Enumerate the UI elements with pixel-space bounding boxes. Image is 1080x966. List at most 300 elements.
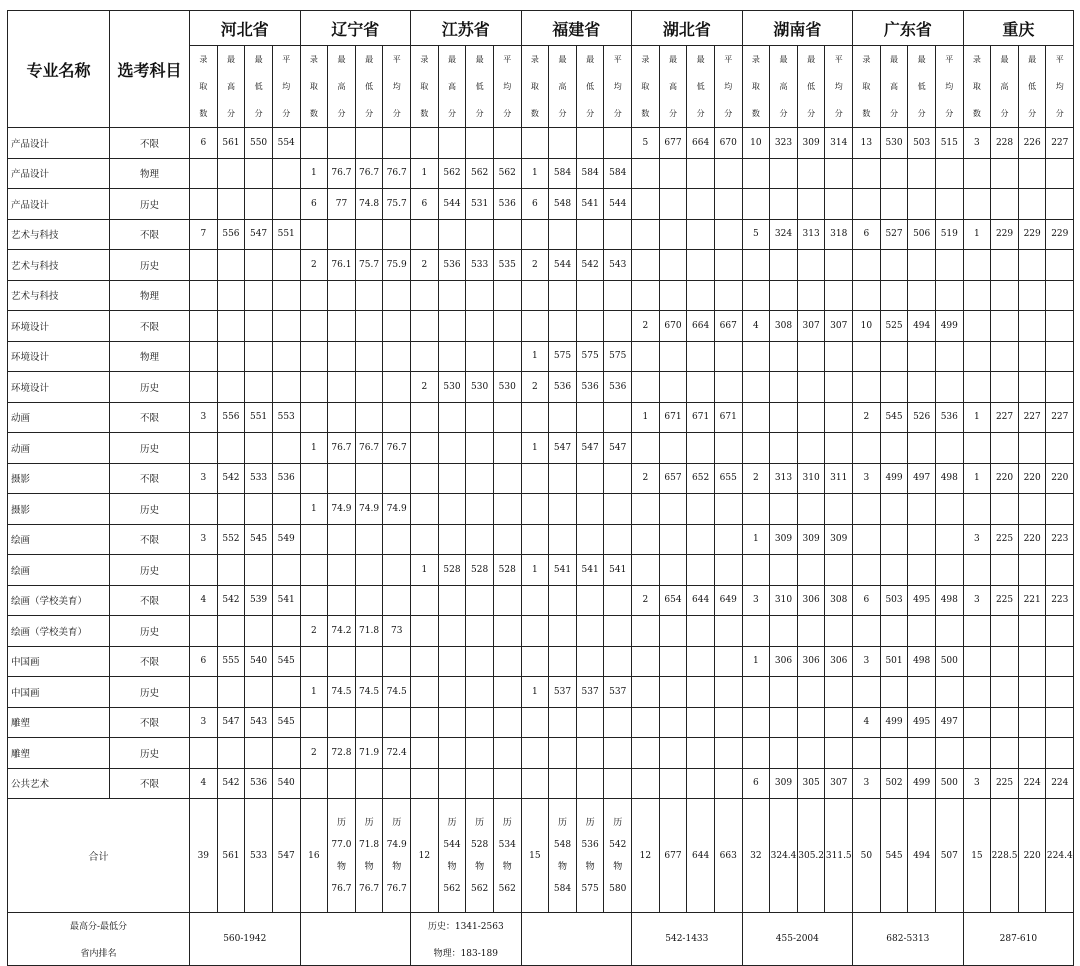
score-cell: [604, 280, 632, 311]
score-cell: 548: [549, 189, 577, 220]
score-cell: 76.1: [328, 250, 356, 281]
score-cell: [908, 738, 936, 769]
score-cell: 2: [521, 372, 549, 403]
table-row: [8, 158, 1074, 189]
score-cell: 74.9: [355, 494, 383, 525]
score-cell: [1046, 158, 1074, 189]
score-cell: [687, 158, 715, 189]
score-cell: [880, 158, 908, 189]
score-cell: [190, 250, 218, 281]
score-cell: [880, 494, 908, 525]
score-cell: [604, 128, 632, 159]
score-cell: 545: [245, 524, 273, 555]
score-cell: [217, 677, 245, 708]
score-cell: [549, 402, 577, 433]
score-cell: [908, 158, 936, 189]
stacked-char: 数: [530, 109, 539, 118]
stacked-char: 历: [475, 817, 485, 828]
score-cell: 226: [1018, 128, 1046, 159]
stacked-char: 均: [1055, 82, 1064, 91]
score-cell: 74.8: [355, 189, 383, 220]
score-cell: 4: [190, 585, 218, 616]
total-cell: 50: [853, 799, 881, 913]
score-cell: [466, 280, 494, 311]
subject-req: 物理: [110, 158, 190, 189]
score-cell: [493, 494, 521, 525]
score-cell: 313: [770, 463, 798, 494]
score-cell: [797, 372, 825, 403]
table-row: [8, 677, 1074, 708]
total-cell: 15: [521, 799, 549, 913]
stacked-char: 最: [337, 55, 346, 64]
score-cell: [300, 128, 328, 159]
score-cell: [272, 250, 300, 281]
score-cell: 503: [880, 585, 908, 616]
score-cell: 506: [908, 219, 936, 250]
stacked-char: 录: [641, 55, 650, 64]
score-cell: [217, 311, 245, 342]
score-cell: [825, 738, 853, 769]
score-cell: [742, 372, 770, 403]
score-cell: [825, 616, 853, 647]
metric-header: [991, 46, 1019, 128]
score-cell: 536: [549, 372, 577, 403]
metric-header: [272, 46, 300, 128]
score-cell: [245, 433, 273, 464]
major-name: 产品设计: [8, 128, 110, 159]
score-cell: [632, 433, 660, 464]
score-cell: [438, 616, 466, 647]
score-cell: 1: [521, 555, 549, 586]
score-cell: 654: [659, 585, 687, 616]
subject-req: 不限: [110, 463, 190, 494]
stacked-char: 历: [447, 817, 457, 828]
score-cell: [521, 128, 549, 159]
score-cell: [604, 616, 632, 647]
score-cell: [797, 494, 825, 525]
score-cell: [1018, 677, 1046, 708]
metric-header: [935, 46, 963, 128]
score-cell: [576, 585, 604, 616]
subject-req: 不限: [110, 524, 190, 555]
score-cell: [853, 280, 881, 311]
score-cell: [770, 555, 798, 586]
stacked-char: 分: [447, 109, 456, 118]
score-cell: [1046, 433, 1074, 464]
subject-req: 历史: [110, 616, 190, 647]
score-cell: [963, 433, 991, 464]
stacked-char: 低: [475, 82, 484, 91]
score-cell: [880, 189, 908, 220]
score-cell: [797, 341, 825, 372]
score-cell: 500: [935, 646, 963, 677]
score-cell: [825, 433, 853, 464]
table-row: [8, 341, 1074, 372]
table-row: [8, 585, 1074, 616]
score-cell: [687, 494, 715, 525]
total-cell: [383, 799, 411, 913]
score-cell: 541: [272, 585, 300, 616]
score-cell: 2: [300, 616, 328, 647]
score-cell: 553: [272, 402, 300, 433]
score-cell: 502: [880, 768, 908, 799]
score-cell: [411, 219, 439, 250]
score-cell: [908, 494, 936, 525]
score-cell: [742, 677, 770, 708]
score-cell: [687, 738, 715, 769]
score-cell: [466, 707, 494, 738]
score-cell: [963, 677, 991, 708]
province-header: 重庆: [963, 11, 1074, 46]
score-cell: [245, 738, 273, 769]
score-cell: [272, 738, 300, 769]
score-cell: 495: [908, 585, 936, 616]
score-cell: [355, 585, 383, 616]
score-cell: [853, 555, 881, 586]
score-cell: [521, 311, 549, 342]
score-cell: 536: [245, 768, 273, 799]
score-cell: [411, 128, 439, 159]
score-cell: [963, 341, 991, 372]
score-cell: 311: [825, 463, 853, 494]
score-cell: [466, 646, 494, 677]
score-cell: [687, 372, 715, 403]
major-header: 专业名称: [8, 11, 110, 128]
score-cell: [797, 738, 825, 769]
score-cell: 552: [217, 524, 245, 555]
score-cell: [714, 280, 742, 311]
stacked-char: 575: [581, 883, 599, 894]
score-cell: [300, 372, 328, 403]
metric-header: [438, 46, 466, 128]
metric-header: [217, 46, 245, 128]
score-cell: 499: [935, 311, 963, 342]
score-cell: 6: [742, 768, 770, 799]
score-cell: [880, 524, 908, 555]
score-cell: 309: [825, 524, 853, 555]
score-cell: 671: [659, 402, 687, 433]
score-cell: 530: [466, 372, 494, 403]
score-cell: [328, 341, 356, 372]
score-cell: [355, 311, 383, 342]
score-cell: [935, 433, 963, 464]
score-cell: [355, 707, 383, 738]
score-cell: [217, 250, 245, 281]
province-header: 广东省: [853, 11, 964, 46]
score-cell: [853, 494, 881, 525]
score-cell: [272, 311, 300, 342]
stacked-char: 物: [585, 861, 595, 872]
score-cell: [935, 677, 963, 708]
subject-req: 历史: [110, 494, 190, 525]
stacked-char: 分: [226, 109, 235, 118]
score-cell: [190, 311, 218, 342]
score-cell: [466, 219, 494, 250]
score-cell: 2: [632, 311, 660, 342]
score-cell: [659, 707, 687, 738]
score-cell: [742, 616, 770, 647]
metric-header: [880, 46, 908, 128]
score-cell: 309: [797, 524, 825, 555]
score-cell: [328, 128, 356, 159]
score-cell: 74.9: [328, 494, 356, 525]
stacked-char: 取: [972, 82, 981, 91]
stacked-char: 分: [392, 109, 401, 118]
score-cell: [1046, 707, 1074, 738]
score-cell: [935, 555, 963, 586]
score-cell: [880, 555, 908, 586]
stacked-char: 544: [443, 839, 461, 850]
major-name: 绘画（学校美育）: [8, 616, 110, 647]
stacked-char: 分: [1000, 109, 1009, 118]
stacked-char: 分: [890, 109, 899, 118]
score-cell: [493, 219, 521, 250]
score-cell: 229: [991, 219, 1019, 250]
score-cell: 220: [991, 463, 1019, 494]
total-cell: 547: [272, 799, 300, 913]
score-cell: [272, 677, 300, 708]
score-cell: 72.4: [383, 738, 411, 769]
stacked-char: 最: [586, 55, 595, 64]
score-cell: [714, 616, 742, 647]
score-cell: [687, 677, 715, 708]
score-cell: [576, 280, 604, 311]
score-cell: [1046, 311, 1074, 342]
score-cell: [880, 433, 908, 464]
score-cell: [438, 341, 466, 372]
score-cell: [1018, 341, 1046, 372]
score-cell: [1018, 433, 1046, 464]
score-cell: [549, 585, 577, 616]
score-cell: [438, 433, 466, 464]
stacked-char: 77.0: [331, 839, 352, 850]
score-cell: [659, 341, 687, 372]
score-cell: 494: [908, 311, 936, 342]
score-cell: [438, 311, 466, 342]
score-cell: [825, 158, 853, 189]
score-cell: [991, 341, 1019, 372]
score-cell: [742, 707, 770, 738]
score-cell: 4: [853, 707, 881, 738]
metric-header: [963, 46, 991, 128]
score-cell: 75.7: [383, 189, 411, 220]
stacked-char: 分: [282, 109, 291, 118]
score-cell: 649: [714, 585, 742, 616]
score-cell: [770, 494, 798, 525]
score-cell: 73: [383, 616, 411, 647]
score-cell: 537: [549, 677, 577, 708]
score-cell: [438, 219, 466, 250]
score-cell: [991, 616, 1019, 647]
score-cell: 4: [742, 311, 770, 342]
score-cell: [521, 707, 549, 738]
stacked-char: 最: [1000, 55, 1009, 64]
score-cell: [687, 707, 715, 738]
score-cell: [1046, 280, 1074, 311]
score-cell: [604, 646, 632, 677]
score-cell: [1018, 707, 1046, 738]
rank-label-line2: 省内排名: [80, 949, 117, 959]
score-cell: 3: [853, 463, 881, 494]
stacked-char: 均: [392, 82, 401, 91]
stacked-char: 548: [553, 839, 572, 850]
stacked-char: 低: [586, 82, 595, 91]
score-cell: 2: [300, 738, 328, 769]
score-cell: [825, 494, 853, 525]
stacked-char: 取: [641, 82, 650, 91]
score-cell: [576, 311, 604, 342]
score-cell: 530: [493, 372, 521, 403]
score-cell: [355, 463, 383, 494]
score-cell: [383, 524, 411, 555]
score-cell: [383, 280, 411, 311]
subject-req: 物理: [110, 280, 190, 311]
score-cell: 1: [632, 402, 660, 433]
total-cell: 16: [300, 799, 328, 913]
score-cell: 75.7: [355, 250, 383, 281]
score-cell: [190, 189, 218, 220]
score-cell: 6: [300, 189, 328, 220]
score-cell: [742, 341, 770, 372]
score-cell: 562: [493, 158, 521, 189]
score-cell: [632, 158, 660, 189]
major-name: 动画: [8, 402, 110, 433]
major-name: 产品设计: [8, 189, 110, 220]
stacked-char: 最: [807, 55, 816, 64]
total-label: 合计: [8, 799, 190, 913]
score-cell: [272, 616, 300, 647]
score-cell: 575: [549, 341, 577, 372]
major-name: 雕塑: [8, 707, 110, 738]
score-cell: [272, 158, 300, 189]
score-cell: [908, 616, 936, 647]
subject-req: 不限: [110, 707, 190, 738]
score-cell: 5: [742, 219, 770, 250]
score-cell: 497: [935, 707, 963, 738]
score-cell: [493, 677, 521, 708]
score-cell: [659, 646, 687, 677]
score-cell: [1046, 555, 1074, 586]
score-cell: 307: [825, 311, 853, 342]
score-cell: 308: [770, 311, 798, 342]
stacked-char: 数: [641, 109, 650, 118]
major-name: 公共艺术: [8, 768, 110, 799]
stacked-char: 71.8: [359, 839, 380, 850]
score-cell: 542: [217, 768, 245, 799]
score-cell: [355, 341, 383, 372]
stacked-char: 平: [724, 55, 733, 64]
stacked-char: 低: [365, 82, 374, 91]
score-cell: [355, 280, 383, 311]
score-cell: [355, 555, 383, 586]
score-cell: [272, 433, 300, 464]
score-cell: 539: [245, 585, 273, 616]
score-cell: 652: [687, 463, 715, 494]
stacked-char: 562: [498, 883, 516, 894]
score-cell: [411, 280, 439, 311]
score-cell: [991, 158, 1019, 189]
score-cell: 225: [991, 585, 1019, 616]
metric-header: [300, 46, 328, 128]
score-cell: 74.5: [328, 677, 356, 708]
score-cell: [714, 158, 742, 189]
total-cell: 533: [245, 799, 273, 913]
score-cell: [632, 341, 660, 372]
score-cell: [521, 646, 549, 677]
province-header: 辽宁省: [300, 11, 411, 46]
score-cell: [1018, 158, 1046, 189]
score-cell: [632, 738, 660, 769]
score-cell: 1: [300, 158, 328, 189]
total-cell: 12: [632, 799, 660, 913]
stacked-char: 高: [890, 82, 899, 91]
score-cell: [1046, 341, 1074, 372]
stacked-char: 平: [503, 55, 512, 64]
score-cell: [300, 555, 328, 586]
score-cell: [493, 646, 521, 677]
stacked-char: 取: [420, 82, 429, 91]
stacked-char: 低: [1028, 82, 1037, 91]
score-cell: [328, 402, 356, 433]
score-cell: [383, 768, 411, 799]
score-cell: 1: [521, 341, 549, 372]
stacked-char: 均: [945, 82, 954, 91]
score-cell: [438, 707, 466, 738]
stacked-char: 录: [972, 55, 981, 64]
total-cell: 494: [908, 799, 936, 913]
stacked-char: 历: [392, 817, 402, 828]
score-cell: 677: [659, 128, 687, 159]
score-cell: [411, 494, 439, 525]
score-cell: 664: [687, 311, 715, 342]
score-cell: [991, 494, 1019, 525]
stacked-char: 最: [254, 55, 263, 64]
stacked-char: 物: [502, 861, 512, 872]
score-cell: [797, 707, 825, 738]
score-cell: [604, 585, 632, 616]
score-cell: 501: [880, 646, 908, 677]
score-cell: [355, 768, 383, 799]
stacked-char: 分: [558, 109, 567, 118]
score-cell: 528: [466, 555, 494, 586]
score-cell: [355, 219, 383, 250]
stacked-char: 584: [553, 883, 572, 894]
score-cell: [1018, 311, 1046, 342]
rank-cell: [300, 913, 411, 966]
score-cell: 309: [770, 768, 798, 799]
score-cell: 5: [632, 128, 660, 159]
score-cell: [328, 463, 356, 494]
score-cell: [687, 768, 715, 799]
score-cell: [521, 463, 549, 494]
metric-header: [714, 46, 742, 128]
score-cell: [493, 341, 521, 372]
score-cell: [632, 524, 660, 555]
major-name: 产品设计: [8, 158, 110, 189]
score-cell: [659, 280, 687, 311]
rank-cell: 682-5313: [853, 913, 964, 966]
metric-header: [1018, 46, 1046, 128]
score-cell: [632, 555, 660, 586]
score-cell: 575: [576, 341, 604, 372]
score-cell: [576, 463, 604, 494]
score-cell: 541: [604, 555, 632, 586]
score-cell: 307: [825, 768, 853, 799]
score-cell: 1: [411, 158, 439, 189]
score-cell: [659, 616, 687, 647]
score-cell: 1: [963, 463, 991, 494]
score-cell: [770, 250, 798, 281]
